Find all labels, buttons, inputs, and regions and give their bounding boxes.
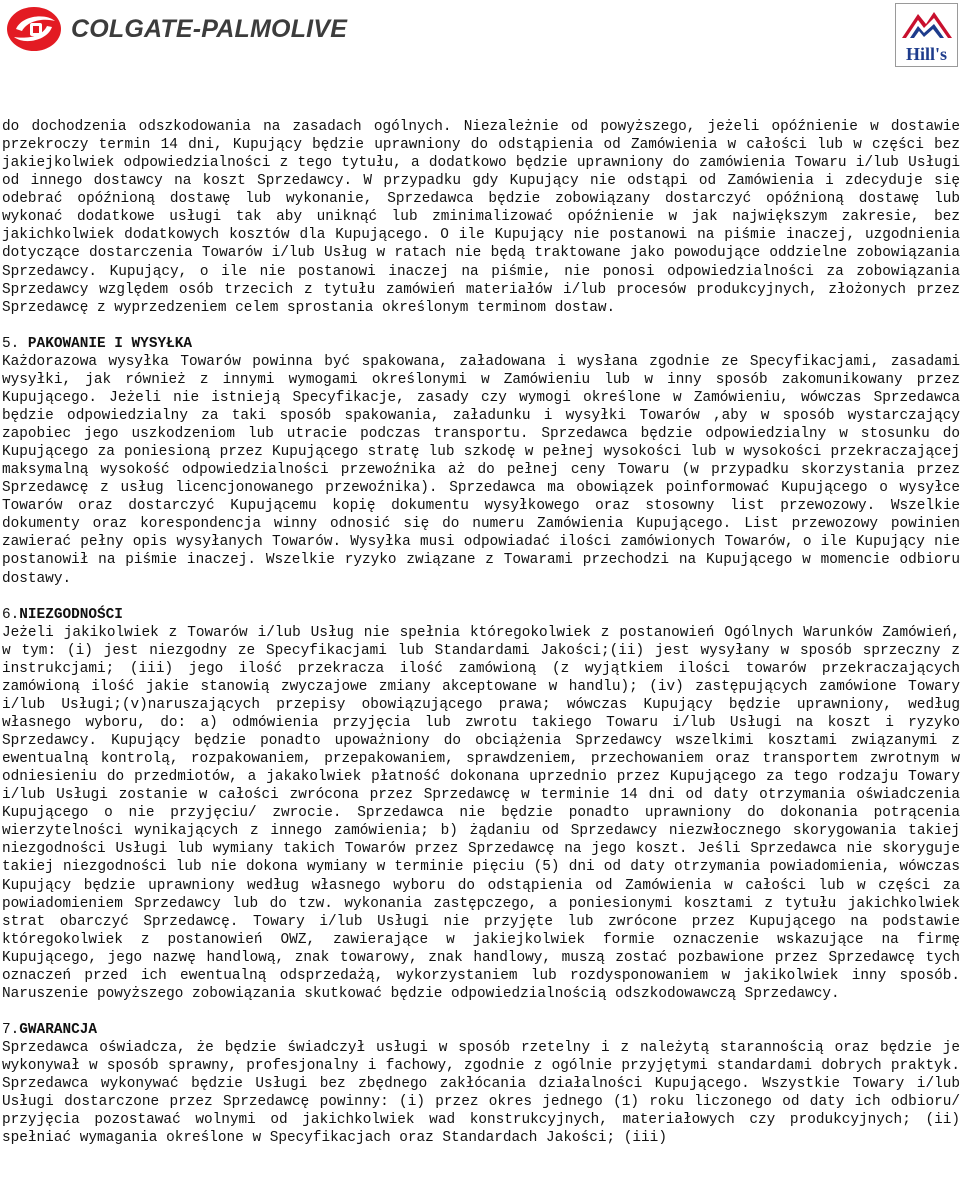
section-body-niezgodnosci: Jeżeli jakikolwiek z Towarów i/lub Usług nie spełnia któregokolwiek z postanowień Ogólnych Warunków Zamówień, w tym: (i) jest niezgodny ze Specyfikacjami lub Standardami Jakości;(ii) jest wysyłany w sposób sprzeczny z instrukcjami; (iii) jego ilość przekracza ilość zamówioną (z wyjątkiem ilości towarów przekraczających zamówioną ilość jakie stanowią zwyczajowe zmiany akceptowane w handlu); (iv) zastępujących zamówione Towary i/lub Usługi;(v)naruszających przepisy obowiązującego prawa; wówczas Kupujący będzie uprawniony, według własnego wyboru, do: a) odmówienia przyjęcia lub zwrotu takiego Towaru i/lub Usługi na koszt i ryzyko Sprzedawcy. Kupujący będzie ponadto upoważniony do obciążenia Sprzedawcy wszelkimi kosztami związanymi z ewentualną kontrolą, rozpakowaniem, przepakowaniem, sprawdzeniem, przechowaniem oraz transportem zwrotnym w odniesieniu do przedmiotów, a jakakolwiek płatność dokonana uprzednio przez Kupującego za tego rodzaju Towary i/lub Usługi zostanie w całości zwrócona przez Sprzedawcę w terminie 14 dni od daty otrzymania oświadczenia Kupującego o nie przyjęciu/ zwrocie. Sprzedawca nie będzie ponadto uprawniony do dokonania potrącenia wierzytelności wynikających z innego zamówienia; b) żądaniu od Sprzedawcy niezwłocznego skorygowania takiej niezgodności Usługi lub wymiany takich Towarów przez Sprzedawcę na jego koszt. Jeśli Sprzedawca nie skoryguje takiej niezgodności lub nie dokona wymiany w terminie pięciu (5) dni od daty otrzymania powiadomienia, wówczas Kupujący będzie uprawniony według własnego wyboru do odstąpienia od Zamówienia w całości lub w części za powiadomieniem Sprzedawcy lub do tzw. wykonania zastępczego, a poniesionymi kosztami z tytułu jakichkolwiek strat obarczyć Sprzedawcę. Towary i/lub Usługi nie przyjęte lub zwrócone przez Kupującego na podstawie któregokolwiek z postanowień OWZ, zawierające w jakiejkolwiek formie oznaczenie wskazujące na firmę Kupującego, jego nazwę handlową, znak towarowy, znak handlowy, muszą zostać pozbawione przez Sprzedawcę tych oznaczeń przed ich ewentualną odsprzedażą, wykorzystaniem lub rozdysponowaniem w jakikolwiek inny sposób. Naruszenie powyższego zobowiązania skutkować będzie odpowiedzialnością odszkodowawczą Sprzedawcy. (2, 624, 960, 1002)
document-body (2, 118, 960, 1147)
section-heading-gwarancja (2, 1021, 960, 1039)
intro-paragraph: do dochodzenia odszkodowania na zasadach ogólnych. Niezależnie od powyższego, jeżeli opóźnienie w dostawie przekroczy termin 14 dni, Kupujący będzie uprawniony do odstąpienia od Zamówienia w całości lub w części bez jakiejkolwiek odpowiedzialności z tego tytułu, a dodatkowo będzie uprawniony do zamówienia Towaru i/lub Usługi od innego dostawcy na koszt Sprzedawcy. W przypadku gdy Kupujący nie odstąpi od Zamówienia i zdecyduje się odebrać opóźnioną dostawę lub wykonanie, Sprzedawca będzie zobowiązany dostarczyć opóźnioną dostawę lub wykonać dodatkowe usługi tak aby uniknąć lub zminimalizować opóźnienie w jak największym zakresie, bez jakichkolwiek dodatkowych kosztów dla Kupującego. O ile Kupujący nie postanowi na piśmie inaczej, uzgodnienia dotyczące dostarczenia Towarów i/lub Usług w ratach nie będą traktowane jako powodujące oddzielne zobowiązania Sprzedawcy. Kupujący, o ile nie postanowi inaczej na piśmie, nie ponosi odpowiedzialności za zobowiązania Sprzedawcy względem osób trzecich z tytułu zamówień materiałów i/lub procesów produkcyjnych, złożonych przez Sprzedawcę z wyprzedzeniem celem sprostania określonym terminom dostaw. (2, 119, 960, 316)
section-heading-niezgodnosci (2, 606, 960, 624)
colgate-palmolive-logo (6, 5, 347, 53)
section-body-pakowanie: Każdorazowa wysyłka Towarów powinna być spakowana, załadowana i wysłana zgodnie ze Specyfikacjami, zasadami wysyłki, jak również z innymi wymogami określonymi w Zamówieniu lub w inny sposób zakomunikowany przez Kupującego. Jeżeli nie istnieją Specyfikacje, zasady czy wymogi określone w Zamówieniu, wówczas Sprzedawca będzie odpowiedzialny za taki sposób spakowania, załadunku i wysyłki Towarów ,aby w sposób wystarczający zapobiec jego uszkodzeniom lub utracie podczas transportu. Sprzedawca będzie odpowiedzialny w stosunku do Kupującego za poniesioną przez Kupującego stratę lub szkodę w pełnej wysokości lub w wysokości przekraczającej maksymalną wysokość odpowiedzialności przewoźnika aż do pełnej ceny Towaru (w przypadku skorzystania przez Sprzedawcę z usług licencjonowanego przewoźnika). Sprzedawca ma obowiązek poinformować Kupującego o wysyłce Towarów oraz dostarczyć Kupującemu kopię dokumentu wysyłkowego oraz stosowny list przewozowy. Wszelkie dokumenty oraz korespondencja winny odnosić się do numeru Zamówienia Kupującego. List przewozowy powinien zawierać pełny opis wysyłanych Towarów. Wysyłka musi odpowiadać ilości zamówionych Towarów, o ile Kupujący nie postanowił na piśmie inaczej. Wszelkie ryzyko związane z Towarami przechodzi na Kupującego w momencie odbioru dostawy. (2, 353, 960, 587)
section-number: 6. (2, 606, 20, 623)
section-title: PAKOWANIE I WYSYŁKA (27, 335, 193, 352)
section-title: GWARANCJA (19, 1021, 98, 1038)
page-header (0, 0, 960, 112)
hills-wordmark: Hill's (905, 44, 947, 64)
section-body-gwarancja: Sprzedawca oświadcza, że będzie świadczył usługi w sposób rzetelny i z należytą starannością oraz będzie je wykonywał w sposób sprawny, profesjonalny i fachowy, zgodnie z ogólnie przyjętymi standardami dobrych praktyk. Sprzedawca wykonywać będzie Usługi bez zbędnego zakłócania działalności Kupującego. Wszystkie Towary i/lub Usługi dostarczone przez Sprzedawcę powinny: (i) przez okres jednego (1) roku liczonego od daty ich odbioru/ przyjęcia pozostawać wolnymi od jakichkolwiek wad konstrukcyjnych, materiałowych czy produkcyjnych; (ii) spełniać wymagania określone w Specyfikacjach oraz Standardach Jakości; (iii) (2, 1040, 960, 1147)
company-wordmark: COLGATE-PALMOLIVE (71, 14, 348, 43)
section-number: 7. (2, 1021, 20, 1038)
section-number: 5. (2, 335, 28, 352)
hills-mountain-icon (896, 4, 957, 44)
colgate-swoosh-icon (6, 5, 62, 53)
section-heading-pakowanie (2, 335, 960, 353)
hills-logo (895, 3, 958, 67)
section-title: NIEZGODNOŚCI (19, 606, 123, 623)
